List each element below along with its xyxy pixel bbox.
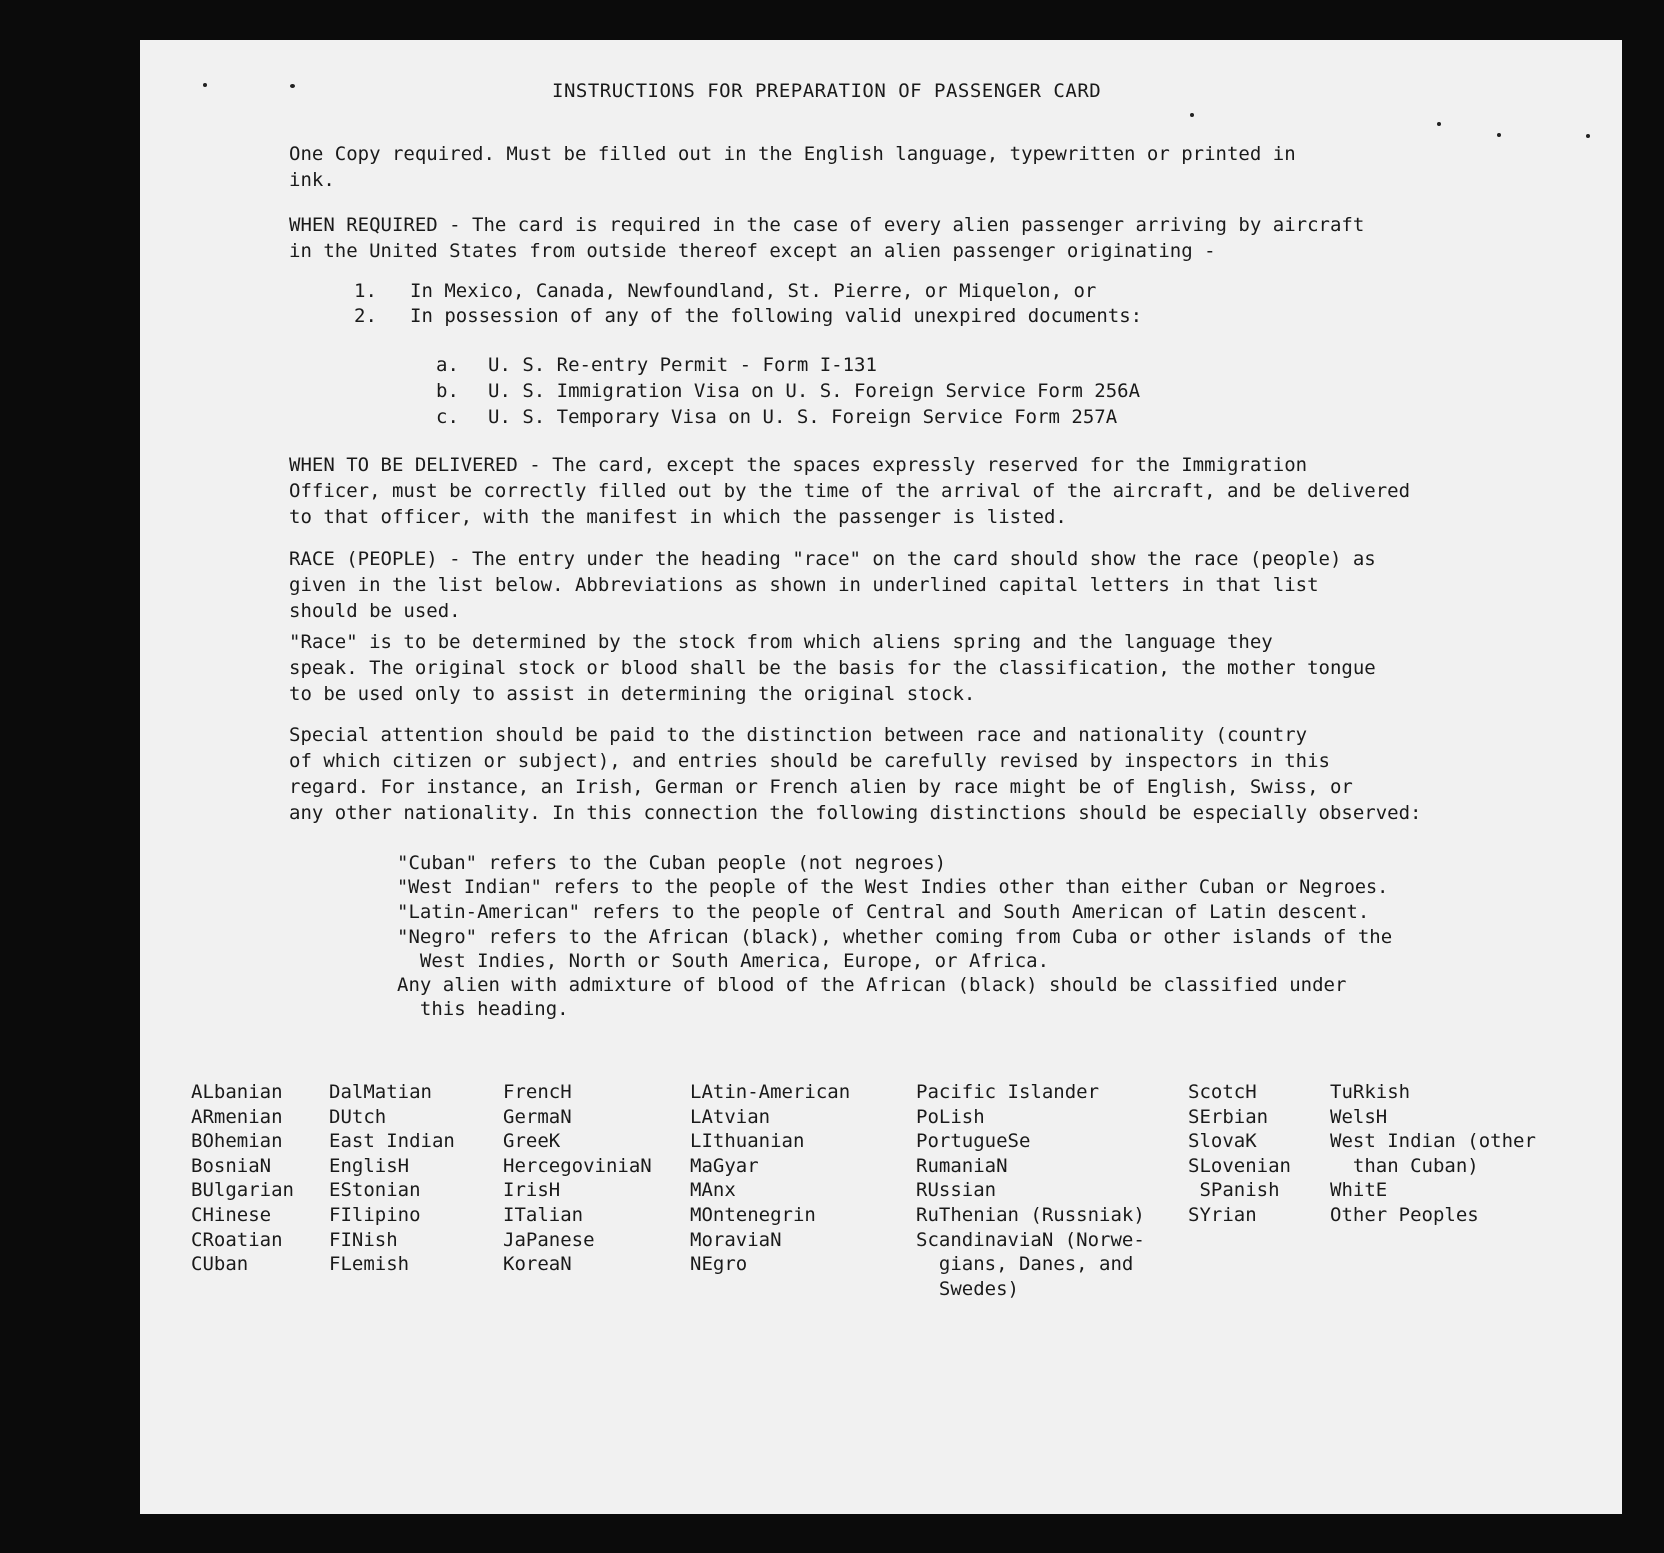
- distinction-line: "Latin-American" refers to the people of Central and South American of Latin descent.: [397, 901, 1370, 923]
- race-list-item: EnglisH: [329, 1154, 410, 1177]
- race-list-item: ScandinaviaN (Norwe-: [916, 1228, 1145, 1251]
- race-list-item: KoreaN: [503, 1253, 572, 1276]
- race-list-item: ALbanian: [191, 1081, 283, 1103]
- race-list-item: GermaN: [503, 1105, 572, 1128]
- scan-speck: [203, 83, 207, 87]
- race-list-item: WhitE: [1330, 1179, 1388, 1202]
- race-list-item: MAnx: [690, 1179, 736, 1202]
- race-list-item: West Indian (other: [1330, 1130, 1536, 1153]
- race-list-column: [503, 1080, 652, 1277]
- distinction-line: this heading.: [397, 998, 569, 1020]
- exception-item: [354, 280, 1096, 302]
- race-list-item: MaGyar: [690, 1154, 759, 1177]
- race-list-item: ITalian: [503, 1203, 584, 1226]
- exception-item: [354, 305, 1142, 327]
- race-list-item: Pacific Islander: [916, 1081, 1100, 1103]
- race-list-item: FIlipino: [329, 1203, 421, 1226]
- distinction-line: "Negro" refers to the African (black), whether coming from Cuba or other islands of the: [397, 926, 1393, 948]
- item-number: 2.: [354, 305, 377, 327]
- race-list-item: LIthuanian: [690, 1130, 805, 1153]
- race-list-item: MoraviaN: [690, 1228, 782, 1251]
- race-list-item: ARmenian: [191, 1105, 283, 1128]
- item-letter: b.: [436, 380, 459, 402]
- race-list-item: NEgro: [690, 1253, 748, 1276]
- race-list-item: ScotcH: [1188, 1081, 1257, 1103]
- race-list-item: GreeK: [503, 1130, 561, 1153]
- race-list-column: [690, 1080, 850, 1277]
- race-intro-paragraph: RACE (PEOPLE) - The entry under the heading "race" on the card should show the race (people) as given in the list below. Abbreviations as shown in underlined capital letters in that list should be used.: [289, 548, 1376, 622]
- item-number: 1.: [354, 280, 377, 302]
- race-list-item: LAtvian: [690, 1105, 771, 1128]
- race-list-column: [916, 1080, 1145, 1301]
- document-item: [436, 406, 1117, 428]
- race-list-item: Swedes): [916, 1277, 1019, 1300]
- scan-speck: [1497, 133, 1501, 137]
- race-list-item: DUtch: [329, 1105, 387, 1128]
- item-text: U. S. Immigration Visa on U. S. Foreign Service Form 256A: [488, 380, 1141, 402]
- race-list-item: RUssian: [916, 1179, 997, 1202]
- race-list-item: LAtin-American: [690, 1081, 851, 1103]
- race-list-item: PoLish: [916, 1105, 985, 1128]
- race-list-item: FLemish: [329, 1253, 410, 1276]
- document-item: [436, 380, 1140, 402]
- race-list-item: Other Peoples: [1330, 1203, 1479, 1226]
- race-list-item: DalMatian: [329, 1081, 432, 1103]
- item-letter: c.: [436, 406, 459, 428]
- race-list-item: WelsH: [1330, 1105, 1388, 1128]
- race-list-item: JaPanese: [503, 1228, 595, 1251]
- race-list-item: CHinese: [191, 1203, 272, 1226]
- scan-speck: [290, 84, 295, 88]
- item-letter: a.: [436, 354, 459, 376]
- race-list-item: SPanish: [1188, 1179, 1280, 1202]
- race-list-item: PortugueSe: [916, 1130, 1031, 1153]
- distinction-line: "Cuban" refers to the Cuban people (not negroes): [397, 852, 947, 874]
- item-text: U. S. Re-entry Permit - Form I-131: [488, 354, 877, 376]
- race-list-column: [1330, 1080, 1536, 1228]
- race-list-item: East Indian: [329, 1130, 455, 1153]
- item-text: U. S. Temporary Visa on U. S. Foreign Service Form 257A: [488, 406, 1118, 428]
- distinction-line: Any alien with admixture of blood of the African (black) should be classified under: [397, 974, 1347, 996]
- when-delivered-paragraph: WHEN TO BE DELIVERED - The card, except the spaces expressly reserved for the Immigration Officer, must be correctly filled out by the time of the arrival of the aircraft, and be delivered to that officer, with the manifest in which the passenger is listed.: [289, 454, 1411, 528]
- race-list-item: gians, Danes, and: [916, 1253, 1134, 1276]
- when-required-paragraph: WHEN REQUIRED - The card is required in the case of every alien passenger arriving by aircraft in the United States from outside thereof except an alien passenger originating -: [289, 214, 1365, 262]
- race-list-column: [329, 1080, 455, 1277]
- race-list-item: BosniaN: [191, 1154, 272, 1177]
- item-text: In possession of any of the following valid unexpired documents:: [410, 305, 1143, 327]
- race-list-item: SLovenian: [1188, 1154, 1291, 1177]
- race-list-item: BUlgarian: [191, 1179, 294, 1202]
- race-list-item: IrisH: [503, 1179, 561, 1202]
- race-list-item: SErbian: [1188, 1105, 1269, 1128]
- race-list-item: than Cuban): [1330, 1154, 1479, 1177]
- scan-speck: [1190, 113, 1194, 117]
- race-list-item: BOhemian: [191, 1130, 283, 1153]
- race-list-item: FINish: [329, 1228, 398, 1251]
- race-list-column: [1188, 1080, 1291, 1228]
- race-list-column: [191, 1080, 294, 1277]
- race-list-item: RuThenian (Russniak): [916, 1203, 1145, 1226]
- race-list-item: SlovaK: [1188, 1130, 1257, 1153]
- race-list-item: RumaniaN: [916, 1154, 1008, 1177]
- race-list-item: HercegoviniaN: [503, 1154, 652, 1177]
- scan-speck: [1586, 134, 1590, 138]
- item-text: In Mexico, Canada, Newfoundland, St. Pierre, or Miquelon, or: [410, 280, 1097, 302]
- scan-speck: [1437, 122, 1441, 126]
- race-list-item: EStonian: [329, 1179, 421, 1202]
- race-list-item: FrencH: [503, 1081, 572, 1103]
- page-title: INSTRUCTIONS FOR PREPARATION OF PASSENGER CARD: [552, 80, 1102, 102]
- distinction-line: West Indies, North or South America, Europe, or Africa.: [397, 950, 1050, 972]
- race-list-item: TuRkish: [1330, 1081, 1411, 1103]
- race-list-item: CRoatian: [191, 1228, 283, 1251]
- document-item: [436, 354, 877, 376]
- race-definition-paragraph: "Race" is to be determined by the stock from which aliens spring and the language they speak. The original stock or blood shall be the basis for the classification, the mother tongue to be used only to assist in determining the original stock.: [289, 631, 1376, 705]
- race-list-item: MOntenegrin: [690, 1203, 816, 1226]
- race-list-item: SYrian: [1188, 1203, 1257, 1226]
- intro-paragraph: One Copy required. Must be filled out in the English language, typewritten or printed in ink.: [289, 143, 1296, 191]
- distinction-line: "West Indian" refers to the people of the West Indies other than either Cuban or Negroes.: [397, 877, 1389, 898]
- special-attention-paragraph: Special attention should be paid to the distinction between race and nationality (country of which citizen or subject), and entries should be carefully revised by inspectors in this regard. For instance, an Irish, German or French alien by race might be of English, Swiss, or any other nationality. In this connection the following distinctions should be especially observed:: [289, 724, 1422, 824]
- race-list-item: CUban: [191, 1253, 249, 1276]
